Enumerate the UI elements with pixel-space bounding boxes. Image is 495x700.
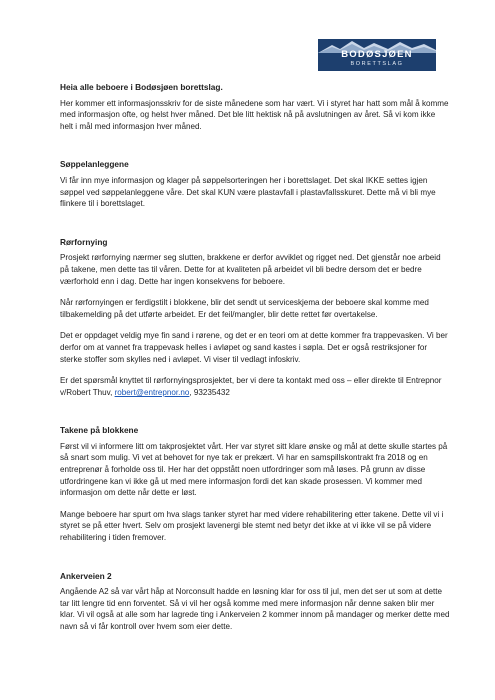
ror-contact-text: Er det spørsmål knyttet til rørfornyingsprosjektet, ber vi dere ta kontakt med oss – eller direkte til Entrepnor v/Robert Thuv, [60, 376, 442, 397]
soppel-paragraph-1: Vi får inn mye informasjon og klager på søppelsorteringen her i borettslaget. Det skal IKKE settes igjen søppel ved søppelanleggene våre. Det skal KUN være plastavfall i plastavfallsskuret. Dette må vi bli mye flinkere til i borettslaget. [60, 175, 436, 209]
intro-paragraph: Her kommer ett informasjonsskriv for de siste månedene som har vært. Vi i styret har hatt som mål å komme med informasjon ofte, og helst hver måned. Det ble litt hektisk nå på avslutningen av året. Så vi kom ikke helt i mål med informasjon hver måned. [60, 98, 449, 131]
heading-rorfornying: Rørfornying [60, 236, 108, 247]
tak-paragraph-2: Mange beboere har spurt om hva slags tanker styret har med videre rehabilitering etter takene. Dette vil vi i styret se på etter hvert. Selv om prosjekt lavenergi ble stemt ned betyr det ikke at vi ikke vil se på videre rehabilitering i tiden fremover. [60, 509, 444, 543]
heading-takene: Takene på blokkene [60, 425, 139, 436]
heading-soppelanleggene: Søppelanleggene [60, 159, 129, 170]
logo-subtitle: BORETTSLAG [350, 61, 404, 67]
greeting: Heia alle beboere i Bodøsjøen borettslag. [60, 82, 223, 92]
anker-paragraph-1: Angående A2 så var vårt håp at Norconsult hadde en løsning klar for oss til jul, men det ser ut som at dette tar litt lengre tid enn forventet. Så vi vil her også komme med mere informasjon når denne saken blir mer klar. Vi vil også at alle som har lagrede ting i Ankerveien 2 kommer innom på mandager og merker dette med navn så vi får kontroll over hvem som eier dette. [60, 587, 450, 631]
ror-paragraph-4 [60, 375, 450, 398]
ror-paragraph-3: Det er oppdaget veldig mye fin sand i rørene, og det er en teori om at dette kommer fra trappevasken. Vi ber derfor om at vannet fra trappevask helles i avløpet og sand kastes i søpla. Det er også restriksjoner for sterke stoffer som skylles ned i avløpet. Vi viser til vedlagt infoskriv. [60, 331, 448, 364]
logo-name: BODØSJØEN [341, 49, 413, 60]
tak-paragraph-1: Først vil vi informere litt om takprosjektet vårt. Her var styret sitt klare ønske og mål at dette skulle startes på så snart som mulig. Vi vet at behovet for nye tak er prekært. Vi har en samspillskontrakt fra 2018 og en entreprenør å forholde oss til. Her har det oppstått noen utfordringer som må løses. På grunn av disse utfordringene kan vi ikke gå ut med mere informasjon fordi det kan skade prosessen. Vi kommer med informasjon om dette når dette er løst. [60, 441, 448, 498]
bodosjoen-logo [318, 39, 436, 71]
ror-paragraph-2: Når rørfornyingen er ferdigstilt i blokkene, blir det sendt ut serviceskjema der beboere skal komme med tilbakemelding på det utførte arbeidet. Er det feil/mangler, blir dette rettet før overtakelse. [60, 298, 429, 319]
contact-email-link[interactable]: robert@entrepnor.no [114, 387, 190, 397]
heading-ankerveien: Ankerveien 2 [60, 570, 112, 581]
contact-phone: , 93235432 [189, 387, 230, 397]
letter-body [60, 82, 450, 633]
ror-paragraph-1: Prosjekt rørfornying nærmer seg slutten, brakkene er derfor avviklet og rigget ned. Det gjenstår noe arbeid på takene, men dette tas til våren. Dette for at kvaliteten på arbeidet vil bli bedre dersom det er bedre værforhold enn i dag. Dette har ingen konsekvens for beboere. [60, 253, 441, 286]
